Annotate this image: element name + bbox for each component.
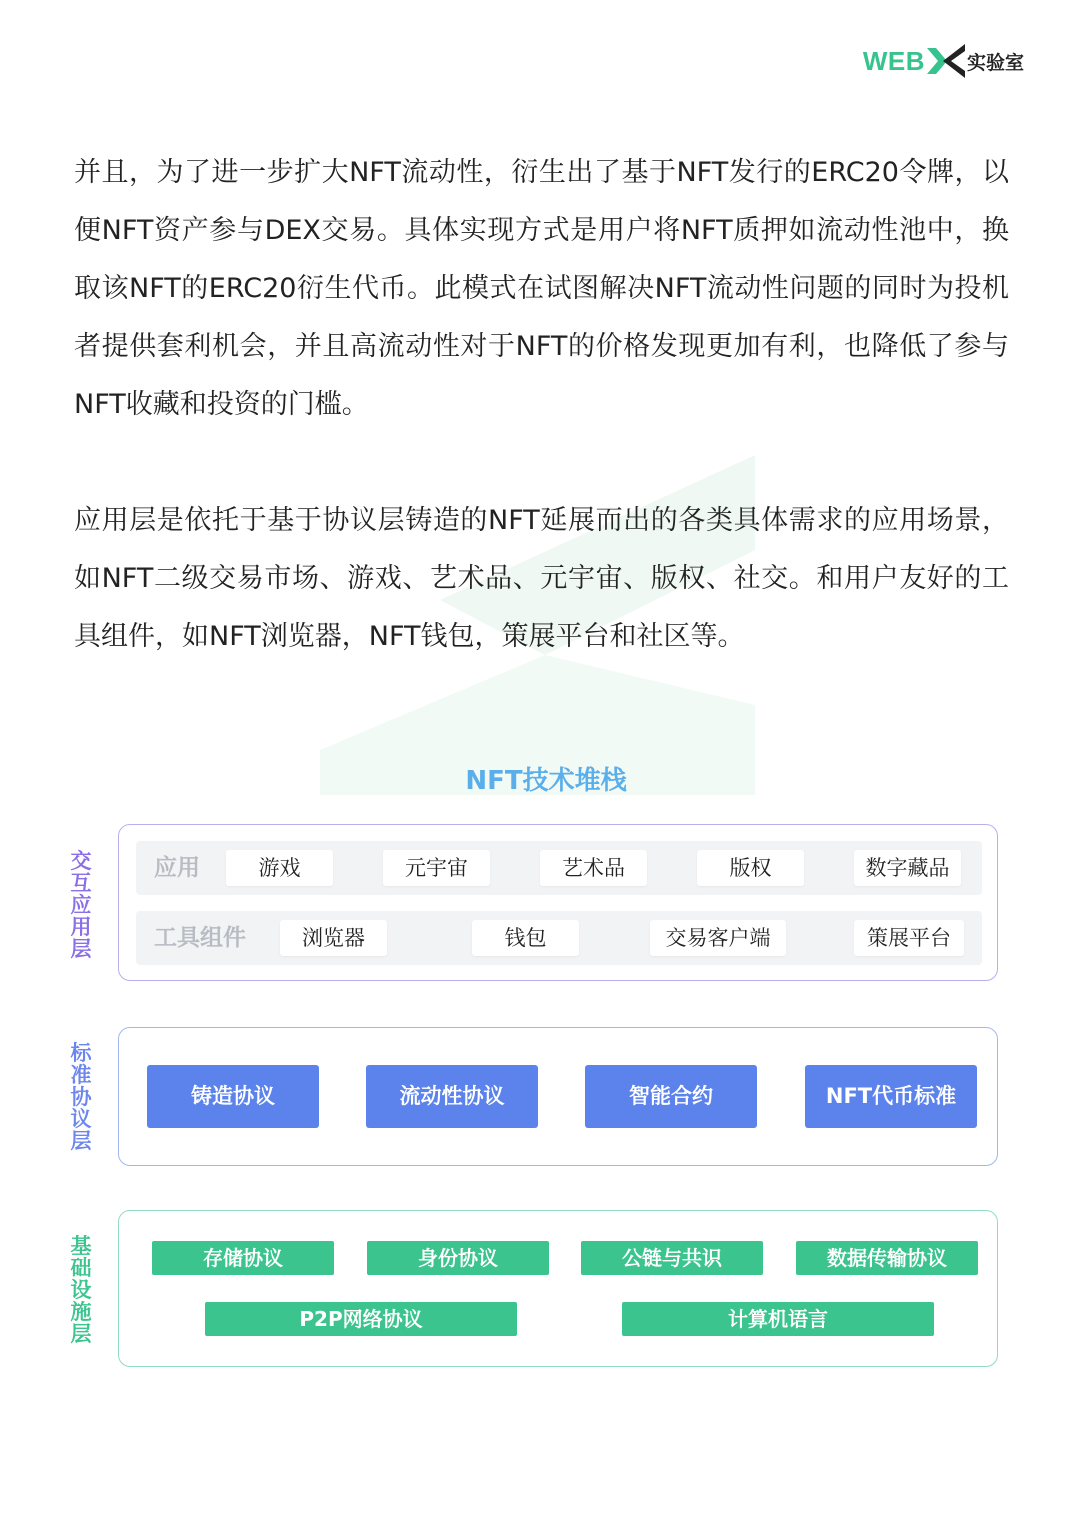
infrastructure-item: 计算机语言	[622, 1302, 934, 1336]
tool-chip: 策展平台	[854, 920, 964, 956]
app-chip: 元宇宙	[383, 850, 490, 886]
diagram-title: NFT技术堆栈	[465, 766, 627, 796]
applications-row-label: 应用	[154, 855, 200, 881]
tools-row-label: 工具组件	[154, 925, 246, 951]
tools-row	[136, 911, 982, 965]
logo-web-text: WEB	[862, 45, 925, 76]
applications-row	[136, 841, 982, 895]
app-chip: 数字藏品	[854, 850, 961, 886]
protocol-layer-label: 标准协议层	[70, 1041, 92, 1153]
app-chip: 游戏	[226, 850, 333, 886]
body-paragraph-2: 应用层是依托于基于协议层铸造的NFT延展而出的各类具体需求的应用场景，如NFT二级交易市场、游戏、艺术品、元宇宙、版权、社交。和用户友好的工具组件，如NFT浏览器，NFT钱包，策展平台和社区等。	[74, 505, 1009, 652]
app-chip: 艺术品	[540, 850, 647, 886]
logo-lab-text: 实验室	[966, 51, 1024, 74]
infrastructure-item: 存储协议	[152, 1241, 334, 1275]
infrastructure-item: 公链与共识	[581, 1241, 763, 1275]
protocol-item: NFT代币标准	[805, 1065, 977, 1128]
interaction-layer-label: 交互应用层	[70, 849, 92, 961]
body-paragraph-1: 并且，为了进一步扩大NFT流动性，衍生出了基于NFT发行的ERC20令牌，以便NFT资产参与DEX交易。具体实现方式是用户将NFT质押如流动性池中，换取该NFT的ERC20衍生代币。此模式在试图解决NFT流动性问题的同时为投机者提供套利机会，并且高流动性对于NFT的价格发现更加有利，也降低了参与NFT收藏和投资的门槛。	[74, 157, 1009, 420]
infrastructure-layer-label: 基础设施层	[70, 1234, 92, 1346]
tool-chip: 钱包	[472, 920, 579, 956]
tool-chip: 浏览器	[280, 920, 387, 956]
logo-x-icon	[927, 44, 965, 78]
infrastructure-item: P2P网络协议	[205, 1302, 517, 1336]
protocol-layer-box	[118, 1027, 998, 1166]
app-chip: 版权	[697, 850, 804, 886]
interaction-layer-box	[118, 824, 998, 981]
protocol-item: 铸造协议	[147, 1065, 319, 1128]
infrastructure-item: 数据传输协议	[796, 1241, 978, 1275]
protocol-item: 智能合约	[585, 1065, 757, 1128]
protocol-item: 流动性协议	[366, 1065, 538, 1128]
infrastructure-item: 身份协议	[367, 1241, 549, 1275]
brand-logo	[863, 44, 1024, 78]
infrastructure-layer-box	[118, 1210, 998, 1367]
tool-chip: 交易客户端	[650, 920, 786, 956]
